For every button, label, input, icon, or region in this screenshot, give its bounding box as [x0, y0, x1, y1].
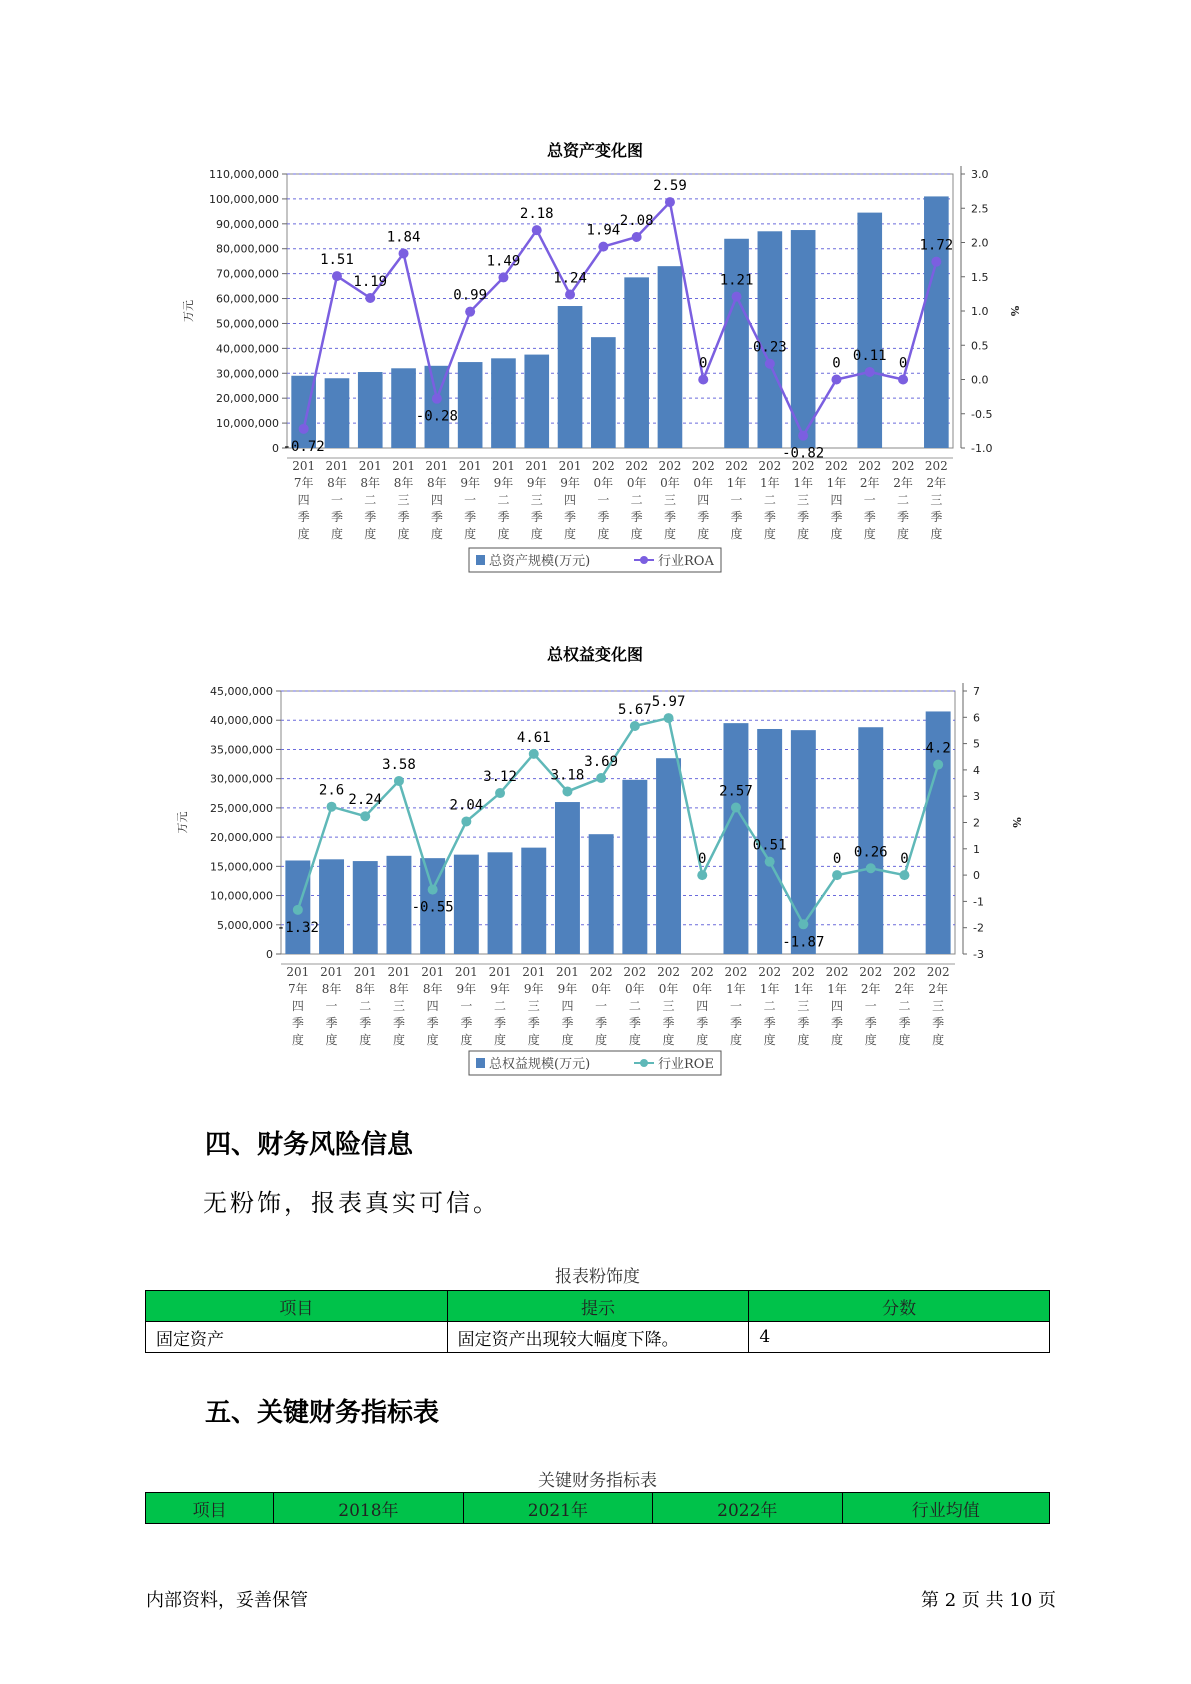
line-point: [697, 870, 707, 880]
category-label: 201 9年三季度: [522, 965, 546, 1047]
category-label: 201 8年二季度: [353, 965, 377, 1047]
data-label: 1.72: [919, 237, 954, 254]
category-label: 202 0年二季度: [625, 459, 649, 541]
right-tick-label: 0.0: [971, 373, 989, 387]
right-tick-label: 1: [973, 842, 980, 856]
category-label: 202 2年一季度: [858, 459, 882, 541]
line-point: [865, 367, 875, 377]
indicator-header-2021: 2021年: [463, 1493, 652, 1524]
risk-header-hint: 提示: [447, 1291, 749, 1322]
right-tick-label: 0: [973, 869, 980, 883]
line-point: [630, 721, 640, 731]
line-point: [765, 359, 775, 369]
indicator-table-caption: 关键财务指标表: [538, 1471, 657, 1491]
section4-text: 无粉饰，报表真实可信。: [203, 1189, 500, 1217]
line-point: [731, 803, 741, 813]
left-tick-label: 60,000,000: [216, 292, 279, 306]
line-point: [931, 257, 941, 267]
bar: [589, 834, 614, 954]
legend-bar-swatch: [476, 1058, 485, 1068]
data-label: -0.82: [782, 445, 825, 462]
category-label: 201 8年一季度: [320, 965, 344, 1047]
bar: [353, 861, 378, 954]
line-point: [495, 788, 505, 798]
left-tick-label: 40,000,000: [216, 342, 279, 356]
category-label: 201 8年二季度: [358, 459, 382, 541]
bar: [558, 306, 583, 448]
bar: [624, 277, 649, 448]
category-label: 202 0年四季度: [690, 965, 714, 1047]
legend-bar-label: 总权益规模(万元): [489, 1057, 591, 1072]
data-label: 1.94: [586, 222, 621, 239]
data-label: 2.18: [519, 206, 554, 223]
left-tick-label: 10,000,000: [216, 417, 279, 431]
category-label: 202 2年一季度: [859, 965, 883, 1047]
right-tick-label: 1.5: [971, 270, 989, 284]
bar: [358, 372, 383, 448]
right-tick-label: 3.0: [971, 168, 989, 181]
category-label: 202 2年二季度: [891, 459, 915, 541]
line-point: [899, 870, 909, 880]
data-label: 1.84: [386, 229, 421, 246]
risk-cell-score: 4: [749, 1322, 1050, 1353]
data-label: 2.04: [449, 797, 484, 814]
left-tick-label: 90,000,000: [216, 217, 279, 231]
data-label: 2.24: [348, 792, 383, 809]
data-label: 1.21: [719, 272, 754, 289]
line-point: [327, 802, 337, 812]
data-label: 2.08: [619, 213, 654, 230]
legend-line-marker: [640, 556, 648, 564]
right-tick-label: 6: [973, 711, 980, 725]
data-label: 0.51: [752, 837, 787, 854]
right-tick-label: 2.0: [971, 236, 989, 250]
category-label: 202 2年三季度: [926, 965, 950, 1047]
bar: [622, 780, 647, 954]
section5-heading: 五、关键财务指标表: [205, 1398, 440, 1428]
line-point: [632, 232, 642, 242]
indicator-table: [145, 1492, 1050, 1524]
line-point: [933, 760, 943, 770]
total-equity-chart-svg: [0, 638, 1191, 1098]
category-label: 201 7年四季度: [292, 459, 316, 541]
category-label: 202 2年三季度: [924, 459, 948, 541]
risk-table-caption: 报表粉饰度: [555, 1267, 640, 1287]
line-point: [732, 292, 742, 302]
line-point: [532, 225, 542, 235]
left-tick-label: 20,000,000: [216, 392, 279, 406]
right-tick-label: 0.5: [971, 339, 989, 353]
right-tick-label: 2: [973, 816, 980, 830]
right-tick-label: 7: [973, 685, 980, 698]
data-label: -1.32: [276, 919, 319, 936]
bar: [488, 852, 513, 954]
risk-table: [145, 1290, 1050, 1353]
left-tick-label: 100,000,000: [209, 192, 279, 206]
data-label: 4.2: [925, 740, 951, 757]
category-label: 202 1年一季度: [725, 459, 749, 541]
indicator-table-header-row: [146, 1493, 1050, 1524]
category-label: 201 8年三季度: [387, 965, 411, 1047]
left-tick-label: 25,000,000: [210, 801, 273, 815]
left-tick-label: 80,000,000: [216, 242, 279, 256]
data-label: -0.28: [415, 408, 458, 425]
bar: [391, 368, 416, 448]
right-axis-title: %: [1008, 305, 1021, 317]
left-tick-label: 0: [272, 442, 279, 455]
line-point: [360, 811, 370, 821]
bar: [491, 358, 516, 448]
line-point: [394, 776, 404, 786]
line-point: [293, 905, 303, 915]
risk-header-score: 分数: [749, 1291, 1050, 1322]
category-label: 201 9年一季度: [458, 459, 482, 541]
right-tick-label: 5: [973, 737, 980, 751]
line-point: [596, 773, 606, 783]
data-label: -0.55: [411, 899, 454, 916]
legend-line-label: 行业ROE: [658, 1057, 714, 1072]
line-point: [665, 197, 675, 207]
footer-page-number: 第 2 页 共 10 页: [921, 1590, 1056, 1611]
right-tick-label: -1: [973, 895, 984, 909]
line-point: [365, 293, 375, 303]
bar: [524, 355, 549, 448]
data-label: 0.99: [453, 287, 488, 304]
data-label: 3.18: [550, 767, 585, 784]
total-assets-chart: [0, 138, 1191, 598]
line-point: [565, 290, 575, 300]
legend-bar-label: 总资产规模(万元): [489, 554, 591, 569]
data-label: -1.87: [782, 934, 825, 951]
left-tick-label: 10,000,000: [210, 889, 273, 903]
data-label: 3.12: [483, 769, 517, 786]
bar: [857, 213, 882, 448]
line-point: [562, 786, 572, 796]
data-label: 2.59: [653, 178, 687, 195]
data-label: 0.26: [853, 844, 888, 861]
bar: [724, 239, 749, 448]
line-point: [798, 919, 808, 929]
left-tick-label: 30,000,000: [210, 772, 273, 786]
bar: [454, 855, 479, 954]
category-label: 202 1年二季度: [758, 459, 782, 541]
data-label: 5.67: [617, 701, 652, 718]
bar: [924, 196, 949, 448]
total-assets-chart-svg: [0, 138, 1191, 598]
data-label: 5.97: [651, 694, 686, 711]
category-label: 201 9年三季度: [525, 459, 549, 541]
bar: [858, 727, 883, 954]
data-label: 0: [898, 355, 908, 372]
line-point: [498, 272, 508, 282]
left-tick-label: 35,000,000: [210, 743, 273, 757]
category-label: 202 0年三季度: [657, 965, 681, 1047]
right-axis-title: %: [1010, 817, 1023, 828]
line-point: [765, 857, 775, 867]
chart-title: 总权益变化图: [546, 645, 644, 664]
left-tick-label: 15,000,000: [210, 860, 273, 874]
section4-heading: 四、财务风险信息: [205, 1130, 414, 1160]
left-tick-label: 70,000,000: [216, 267, 279, 281]
category-label: 201 7年四季度: [286, 965, 310, 1047]
bar: [319, 859, 344, 954]
data-label: 1.51: [320, 252, 354, 269]
category-label: 202 0年一季度: [589, 965, 613, 1047]
category-label: 202 0年二季度: [623, 965, 647, 1047]
right-tick-label: 3: [973, 790, 980, 804]
right-tick-label: -3: [973, 948, 984, 961]
data-label: 0: [900, 851, 909, 868]
right-tick-label: -2: [973, 921, 984, 935]
data-label: 0: [832, 355, 841, 372]
data-label: 0: [832, 851, 842, 868]
right-tick-label: -0.5: [971, 407, 993, 421]
category-label: 201 9年四季度: [558, 459, 582, 541]
category-label: 201 9年四季度: [555, 965, 579, 1047]
line-point: [898, 375, 908, 385]
category-label: 201 8年四季度: [425, 459, 449, 541]
bar: [658, 266, 683, 448]
data-label: 0: [698, 851, 707, 868]
data-label: 0.23: [752, 339, 787, 356]
indicator-header-2018: 2018年: [274, 1493, 463, 1524]
line-point: [461, 816, 471, 826]
data-label: 3.69: [584, 754, 619, 771]
data-label: 2.6: [318, 782, 345, 799]
table-row: [146, 1322, 1050, 1353]
category-label: 202 1年一季度: [724, 965, 748, 1047]
category-label: 202 2年二季度: [892, 965, 916, 1047]
category-label: 201 9年一季度: [454, 965, 478, 1047]
data-label: 1.19: [353, 273, 388, 290]
category-label: 202 1年四季度: [824, 459, 848, 541]
data-label: 1.24: [553, 270, 587, 287]
indicator-header-item: 项目: [146, 1493, 274, 1524]
category-label: 201 8年三季度: [392, 459, 416, 541]
category-label: 202 1年三季度: [791, 965, 815, 1047]
line-point: [831, 375, 841, 385]
bar: [723, 723, 748, 954]
left-tick-label: 20,000,000: [210, 831, 273, 845]
line-point: [299, 424, 309, 434]
category-label: 202 0年一季度: [591, 459, 615, 541]
category-label: 202 0年四季度: [691, 459, 715, 541]
indicator-header-2022: 2022年: [653, 1493, 842, 1524]
line-point: [432, 394, 442, 404]
risk-cell-hint: 固定资产出现较大幅度下降。: [447, 1322, 749, 1353]
chart-title: 总资产变化图: [546, 141, 644, 160]
category-label: 201 8年一季度: [325, 459, 349, 541]
category-label: 202 1年二季度: [758, 965, 782, 1047]
line-point: [698, 375, 708, 385]
line-point: [664, 713, 674, 723]
line-point: [465, 307, 475, 317]
line-point: [866, 863, 876, 873]
line-point: [798, 431, 808, 441]
left-axis-title: 万元: [182, 300, 195, 322]
line-point: [529, 749, 539, 759]
data-label: 1.49: [486, 253, 521, 270]
category-label: 201 9年二季度: [491, 459, 515, 541]
legend-bar-swatch: [476, 555, 485, 565]
risk-cell-item: 固定资产: [146, 1322, 448, 1353]
line-point: [428, 885, 438, 895]
bar: [555, 802, 580, 954]
right-tick-label: 2.5: [971, 202, 989, 216]
left-tick-label: 45,000,000: [210, 685, 273, 698]
data-label: -0.72: [282, 438, 325, 455]
risk-header-item: 项目: [146, 1291, 448, 1322]
line-point: [399, 248, 409, 258]
right-tick-label: -1.0: [971, 442, 993, 455]
total-equity-chart: [0, 638, 1191, 1098]
risk-table-header-row: [146, 1291, 1050, 1322]
bar: [521, 848, 546, 954]
bar: [591, 337, 616, 448]
data-label: 2.57: [719, 783, 753, 800]
data-label: 4.61: [516, 729, 551, 746]
bar: [386, 856, 411, 954]
bar: [656, 758, 681, 954]
bar: [325, 378, 350, 448]
line-point: [598, 242, 608, 252]
right-tick-label: 1.0: [971, 305, 989, 318]
category-label: 201 8年四季度: [421, 965, 445, 1047]
category-label: 202 1年四季度: [825, 965, 849, 1047]
bar: [458, 362, 483, 448]
data-label: 3.58: [382, 756, 416, 773]
left-tick-label: 5,000,000: [217, 918, 273, 932]
indicator-header-industry-avg: 行业均值: [842, 1493, 1049, 1524]
left-axis-title: 万元: [176, 811, 189, 834]
data-label: 0: [699, 355, 708, 372]
left-tick-label: 30,000,000: [216, 367, 279, 381]
left-tick-label: 0: [266, 948, 273, 961]
category-label: 202 1年三季度: [791, 459, 815, 541]
category-label: 202 0年三季度: [658, 459, 682, 541]
data-label: 0.11: [852, 347, 887, 364]
legend-line-label: 行业ROA: [658, 554, 714, 569]
line-point: [832, 870, 842, 880]
right-tick-label: 4: [973, 763, 980, 777]
left-tick-label: 110,000,000: [209, 168, 279, 181]
left-tick-label: 50,000,000: [216, 317, 279, 331]
category-label: 201 9年二季度: [488, 965, 512, 1047]
plot-frame: [281, 691, 955, 954]
left-tick-label: 40,000,000: [210, 714, 273, 728]
footer-left: 内部资料，妥善保管: [146, 1590, 308, 1611]
line-point: [332, 271, 342, 281]
legend-line-marker: [640, 1059, 648, 1067]
